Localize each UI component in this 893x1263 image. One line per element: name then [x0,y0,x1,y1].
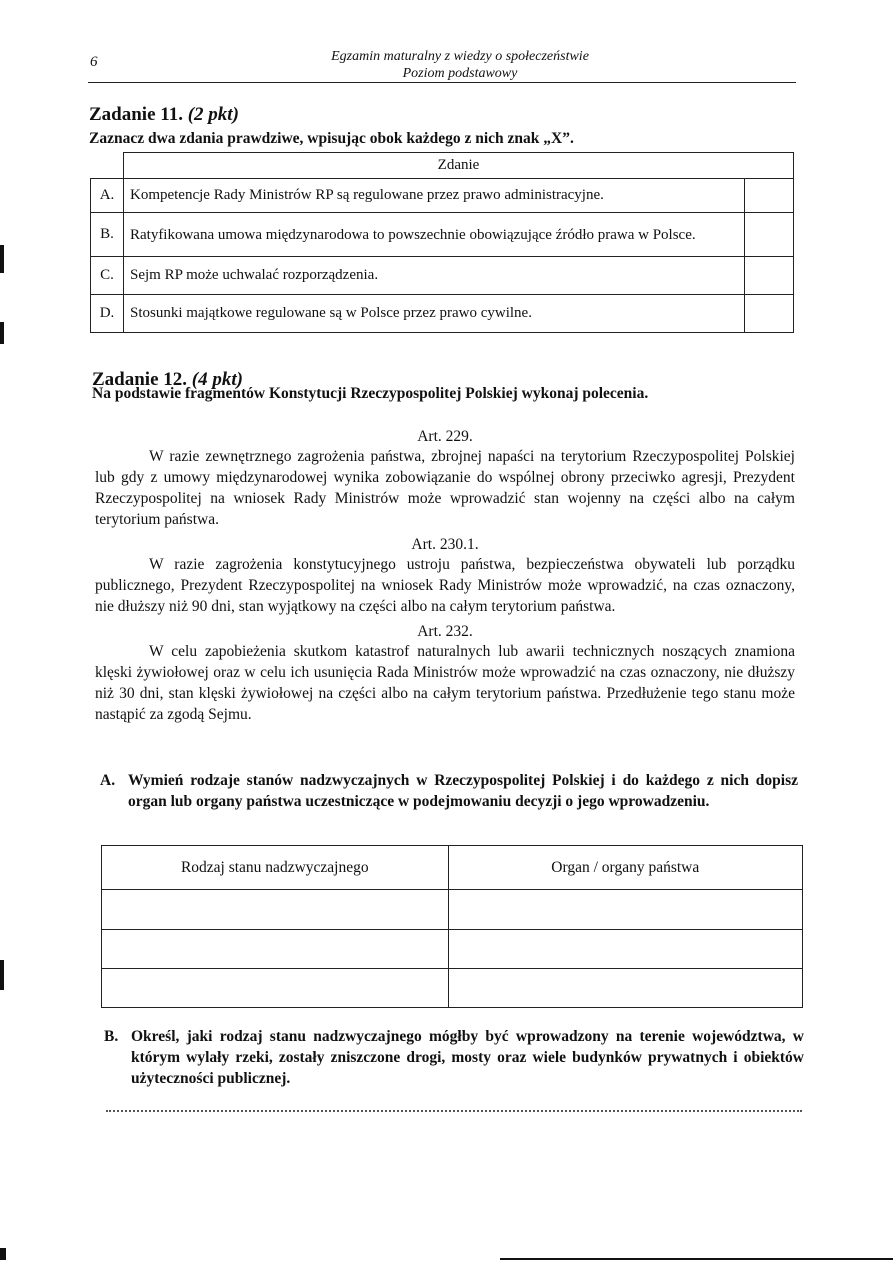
task12-answer-table [101,845,803,1008]
table-row [91,257,794,295]
task12-instruction: Na podstawie fragmentów Konstytucji Rzeczypospolitej Polskiej wykonaj polecenia. [92,385,649,402]
table-row [102,969,803,1008]
scan-edge-mark [0,322,4,344]
row-statement: Sejm RP może uchwalać rozporządzenia. [123,257,744,295]
article-heading: Art. 230.1. [411,536,479,553]
part-a-label: A. [100,772,116,789]
scan-edge-mark [0,1248,6,1260]
part-b-text: Określ, jaki rodzaj stanu nadzwyczajnego mógłby być wprowadzony na terenie województwa, w którym wylały rzeki, zostały zniszczone drogi, mosty oraz wiele budynków prywatnych i obiektów użyteczności publicznej. [131,1028,804,1087]
task11-table [90,152,794,333]
row-letter: D. [91,295,124,333]
answer-box-d[interactable] [745,295,794,333]
exam-title: Egzamin maturalny z wiedzy o społeczeństwie [331,49,589,64]
state-type-input-1[interactable] [102,890,449,930]
task11-instruction: Zaznacz dwa zdania prawdziwe, wpisując obok każdego z nich znak „X”. [89,130,574,147]
table-row [91,179,794,213]
scan-bottom-line [500,1258,893,1260]
table-row [102,890,803,930]
exam-header [240,48,680,82]
task11-header-row [91,153,794,179]
task11-points: (2 pkt) [187,104,239,125]
row-letter: A. [91,179,124,213]
task12-points: (4 pkt) [191,369,243,390]
answer-box-c[interactable] [745,257,794,295]
row-letter: C. [91,257,124,295]
row-statement: Stosunki majątkowe regulowane są w Polsce przez prawo cywilne. [123,295,744,333]
answer-box-b[interactable] [745,213,794,257]
table-row [102,930,803,969]
article-text: W razie zagrożenia konstytucyjnego ustroju państwa, bezpieczeństwa obywateli lub porządku publicznego, Prezydent Rzeczypospolitej na wniosek Rady Ministrów może wprowadzić, na czas oznaczony, nie dłuższy niż 90 dni, stan wyjątkowy na części albo na całym terytorium państwa. [95,556,795,615]
part-a-text: Wymień rodzaje stanów nadzwyczajnych w Rzeczypospolitej Polskiej i do każdego z nich dopisz organ lub organy państwa uczestniczące w podejmowaniu decyzji o jego wprowadzeniu. [128,772,798,810]
row-statement: Ratyfikowana umowa międzynarodowa to powszechnie obowiązujące źródło prawa w Polsce. [123,213,744,257]
state-organs-input-3[interactable] [448,969,802,1008]
task11-column-header: Zdanie [123,153,793,179]
article-heading: Art. 232. [417,623,473,640]
state-organs-input-2[interactable] [448,930,802,969]
task12-number: Zadanie 12. [92,369,188,390]
scan-edge-mark [0,960,4,990]
row-statement: Kompetencje Rady Ministrów RP są regulowane przez prawo administracyjne. [123,179,744,213]
table-row [91,213,794,257]
task11-number: Zadanie 11. [89,104,183,125]
task12-part-a [100,770,798,812]
exam-level: Poziom podstawowy [402,66,518,81]
task11-header-empty [91,153,124,179]
answer-box-a[interactable] [745,179,794,213]
answer-table-header [102,846,803,890]
table-row [91,295,794,333]
task12-part-b [104,1026,804,1089]
col-header-state-organs: Organ / organy państwa [448,846,802,890]
answer-line[interactable] [106,1110,802,1112]
article-heading: Art. 229. [417,428,473,445]
task11-title [89,104,239,126]
row-letter: B. [91,213,124,257]
constitution-excerpts [95,428,795,725]
header-rule [88,82,796,83]
part-b-label: B. [104,1028,119,1045]
scan-edge-mark [0,245,4,273]
article-text: W razie zewnętrznego zagrożenia państwa, zbrojnej napaści na terytorium Rzeczypospolitej Polskiej lub gdy z umowy międzynarodowej wynika zobowiązanie do wspólnej obrony przeciwko agresji, Prezydent Rzeczypospolitej na wniosek Rady Ministrów może wprowadzić stan wojenny na części albo na całym terytorium państwa. [95,448,795,528]
col-header-state-type: Rodzaj stanu nadzwyczajnego [102,846,449,890]
state-type-input-3[interactable] [102,969,449,1008]
page-number: 6 [90,54,98,70]
state-organs-input-1[interactable] [448,890,802,930]
article-text: W celu zapobieżenia skutkom katastrof naturalnych lub awarii technicznych noszących znamiona klęski żywiołowej oraz w celu ich usunięcia Rada Ministrów może wprowadzić na czas oznaczony, nie dłuższy niż 30 dni, stan klęski żywiołowej na części albo na całym terytorium państwa. Przedłużenie tego stanu może nastąpić za zgodą Sejmu. [95,643,795,723]
state-type-input-2[interactable] [102,930,449,969]
